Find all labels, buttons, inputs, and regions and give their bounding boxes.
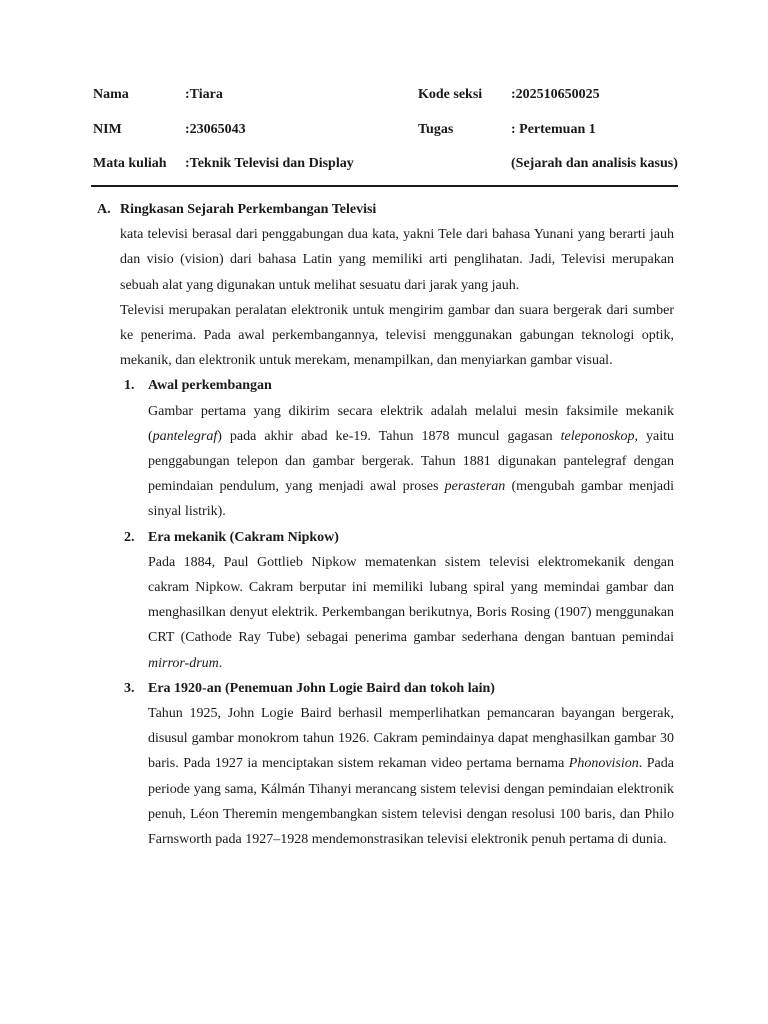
subsection-number: 3.: [124, 680, 135, 696]
label-nim: NIM: [93, 121, 122, 137]
subsection-title: Era mekanik (Cakram Nipkow): [148, 529, 339, 545]
subsection-heading: [0, 525, 768, 550]
document-header: [93, 87, 683, 191]
paragraph: kata televisi berasal dari penggabungan dua kata, yakni Tele dari bahasa Yunani yang berarti jauh dan visio (vision) dari bahasa Latin yang memiliki arti penglihatan. Jadi, Televisi merupakan sebuah alat yang digunakan untuk melihat sesuatu dari jarak yang jauh.: [120, 227, 674, 293]
subsection-paragraph: [148, 701, 674, 852]
subsection-heading: [0, 676, 768, 701]
text-run: , yaitu penggabungan telepon dan gambar bergerak. Tahun 1881 digunakan pantelegraf dengan pemindaian pendulum, yang menjadi awal proses: [148, 428, 674, 495]
subsection-heading: [0, 373, 768, 398]
label-kode-seksi: Kode seksi: [418, 87, 483, 102]
header-row-nama: [93, 87, 683, 122]
subsection-paragraph: [148, 399, 674, 525]
italic-term: mirror-drum: [148, 655, 219, 671]
subsection-title: Era 1920-an (Penemuan John Logie Baird dan tokoh lain): [148, 680, 495, 696]
value-tugas: : Pertemuan 1: [511, 121, 596, 137]
italic-term: perasteran: [444, 479, 506, 495]
section-label: A.: [97, 202, 111, 217]
label-mata-kuliah: Mata kuliah: [93, 156, 167, 171]
label-tugas: Tugas: [418, 121, 454, 137]
text-run: Tahun 1925, John Logie Baird berhasil memperlihatkan pemancaran bayangan bergerak, disusul gambar monokrom tahun 1926. Cakram pemindainya dapat menghasilkan gambar 30 baris. Pada 1927 ia menciptakan sistem rekaman video pertama bernama: [148, 706, 674, 772]
value-mata-kuliah: :Teknik Televisi dan Display: [185, 156, 354, 171]
subsection-number: 1.: [124, 378, 135, 394]
value-tugas-subtitle: (Sejarah dan analisis kasus): [511, 156, 678, 171]
header-divider: [91, 185, 678, 187]
italic-term: pantelegraf: [152, 428, 218, 444]
section-heading: [0, 197, 768, 222]
text-run: .: [218, 655, 223, 671]
subsection-paragraph: [148, 550, 674, 676]
paragraph: Televisi merupakan peralatan elektronik untuk mengirim gambar dan suara bergerak dari sumber ke penerima. Pada awal perkembangannya, televisi menggunakan gabungan teknologi optik, mekanik, dan elektronik untuk merekam, menampilkan, dan menyiarkan gambar visual.: [120, 302, 674, 369]
italic-term: Phonovision: [568, 756, 639, 772]
text-run: (mengubah gambar menjadi sinyal listrik).: [148, 479, 674, 520]
value-kode-seksi: :202510650025: [511, 87, 600, 102]
italic-term: teleponoskop: [560, 428, 635, 444]
text-run: . Pada periode yang sama, Kálmán Tihanyi merancang sistem televisi dengan pemindaian elektronik penuh, Léon Theremin mengembangkan sistem televisi dengan resolusi 100 baris, dan Philo Farnsworth pada 1927–1928 mendemonstrasikan televisi elektronik penuh pertama di dunia.: [148, 756, 674, 848]
document-body: [0, 197, 768, 852]
text-run: ) pada akhir abad ke-19. Tahun 1878 muncul gagasan: [217, 428, 561, 444]
text-run: Gambar pertama yang dikirim secara elektrik adalah melalui mesin faksimile mekanik (: [148, 403, 674, 444]
section-title: Ringkasan Sejarah Perkembangan Televisi: [120, 202, 377, 217]
value-nama: :Tiara: [185, 87, 223, 102]
value-nim: :23065043: [185, 121, 246, 137]
header-row-nim: [93, 122, 683, 157]
subsection-title: Awal perkembangan: [148, 378, 272, 394]
label-nama: Nama: [93, 87, 129, 102]
subsection-number: 2.: [124, 529, 135, 545]
text-run: Pada 1884, Paul Gottlieb Nipkow mematenkan sistem televisi elektromekanik dengan cakram Nipkow. Cakram berputar ini memiliki lubang spiral yang memindai gambar dan menghasilkan denyut elektrik. Perkembangan berikutnya, Boris Rosing (1907) menggunakan CRT (Cathode Ray Tube) sebagai penerima gambar sederhana dengan bantuan pemindai: [148, 554, 674, 646]
